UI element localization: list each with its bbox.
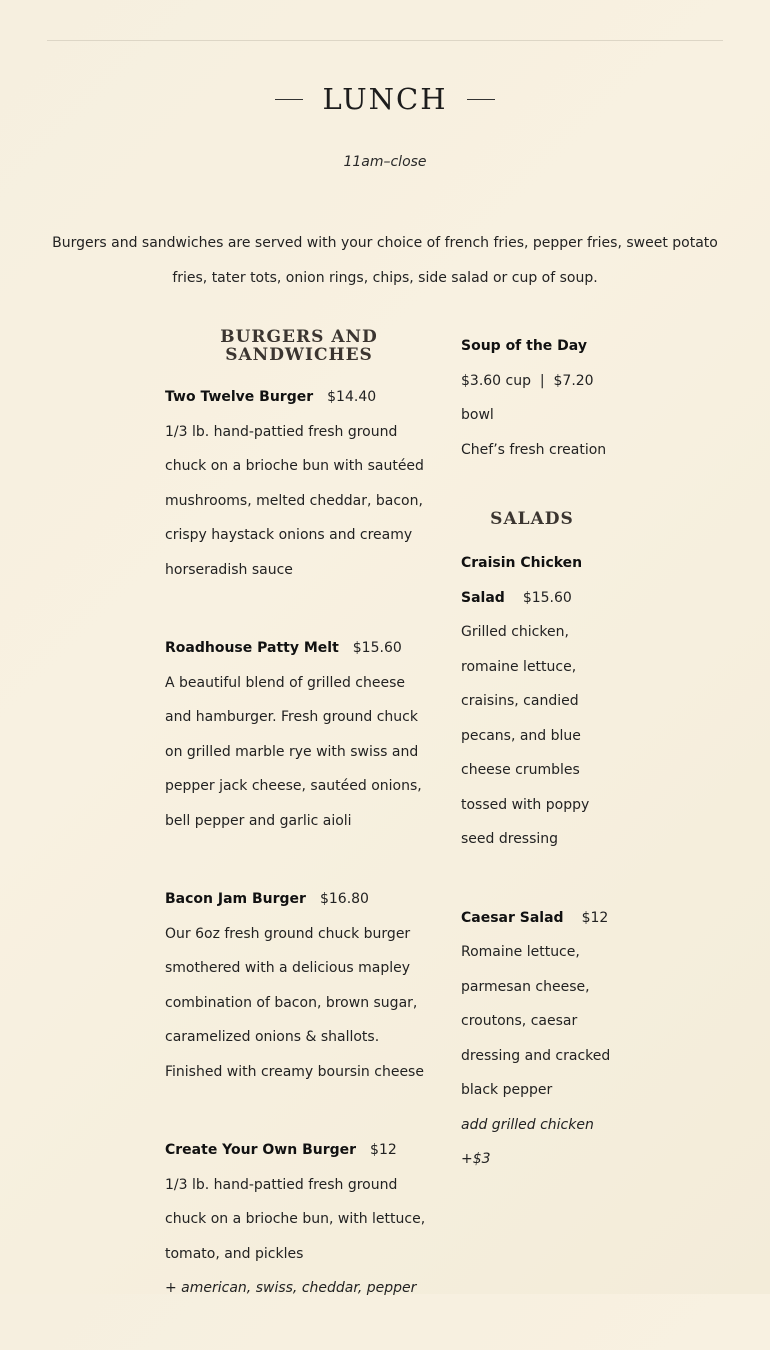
item-description: Our 6oz fresh ground chuck burger smothered with a delicious mapley combination of bacon, brown sugar, caramelized onions & shallots. Finished with creamy boursin cheese: [165, 925, 424, 1080]
soup-salads-column: [461, 329, 611, 1221]
item-price: $12: [581, 909, 609, 926]
menu-item-soup-of-the-day: [461, 329, 611, 467]
menu-title: LUNCH: [322, 82, 448, 116]
item-description: Romaine lettuce, parmesan cheese, croutons, caesar dressing and cracked black pepper: [461, 944, 611, 1098]
item-note: + american, swiss, cheddar, pepper: [165, 1280, 417, 1296]
top-divider: [47, 40, 723, 41]
item-price: $12: [370, 1142, 397, 1158]
menu-item-bacon-jam-burger: [165, 882, 430, 1089]
menu-item-create-your-own-burger: [165, 1133, 430, 1306]
menu-item-craisin-chicken-salad: [461, 546, 611, 857]
menu-item-caesar-salad: [461, 901, 611, 1177]
item-name: Bacon Jam Burger: [165, 891, 306, 907]
menu-title-row: [0, 82, 770, 116]
item-name: Roadhouse Patty Melt: [165, 640, 339, 656]
item-name: Caesar Salad: [461, 909, 564, 926]
item-price: $14.40: [327, 389, 377, 405]
item-note: add grilled chicken +$3: [461, 1116, 594, 1167]
item-name: Soup of the Day: [461, 338, 587, 354]
item-price: $3.60 cup | $7.20 bowl: [461, 372, 599, 423]
item-price: $15.60: [522, 589, 572, 606]
item-name: Two Twelve Burger: [165, 389, 314, 405]
item-description: Chef’s fresh creation: [461, 441, 607, 458]
salads-heading: SALADS: [490, 509, 574, 529]
title-dash-left: [275, 99, 303, 100]
burgers-column: [165, 326, 430, 1350]
item-description: 1/3 lb. hand-pattied fresh ground chuck on a brioche bun with sautéed mushrooms, melted cheddar, bacon, crispy haystack onions and creamy horseradish sauce: [165, 423, 424, 578]
menu-hours: 11am–close: [343, 154, 427, 170]
menu-intro: Burgers and sandwiches are served with your choice of french fries, pepper fries, sweet potato fries, tater tots, onion rings, chips, side salad or cup of soup.: [52, 235, 718, 286]
item-description: 1/3 lb. hand-pattied fresh ground chuck on a brioche bun, with lettuce, tomato, and pickles: [165, 1176, 426, 1262]
item-name: Craisin Chicken Salad: [461, 555, 583, 606]
burgers-heading: BURGERS AND SANDWICHES: [220, 327, 378, 365]
menu-item-roadhouse-patty-melt: [165, 631, 430, 838]
item-description: Grilled chicken, romaine lettuce, craisins, candied pecans, and blue cheese crumbles tossed with poppy seed dressing: [461, 624, 590, 847]
item-name: Create Your Own Burger: [165, 1142, 357, 1158]
item-price: $16.80: [319, 891, 369, 907]
menu-item-two-twelve-burger: [165, 380, 430, 587]
item-price: $15.60: [352, 640, 402, 656]
title-dash-right: [467, 99, 495, 100]
item-description: A beautiful blend of grilled cheese and hamburger. Fresh ground chuck on grilled marble rye with swiss and pepper jack cheese, sautéed onions, bell pepper and garlic aioli: [165, 674, 422, 829]
